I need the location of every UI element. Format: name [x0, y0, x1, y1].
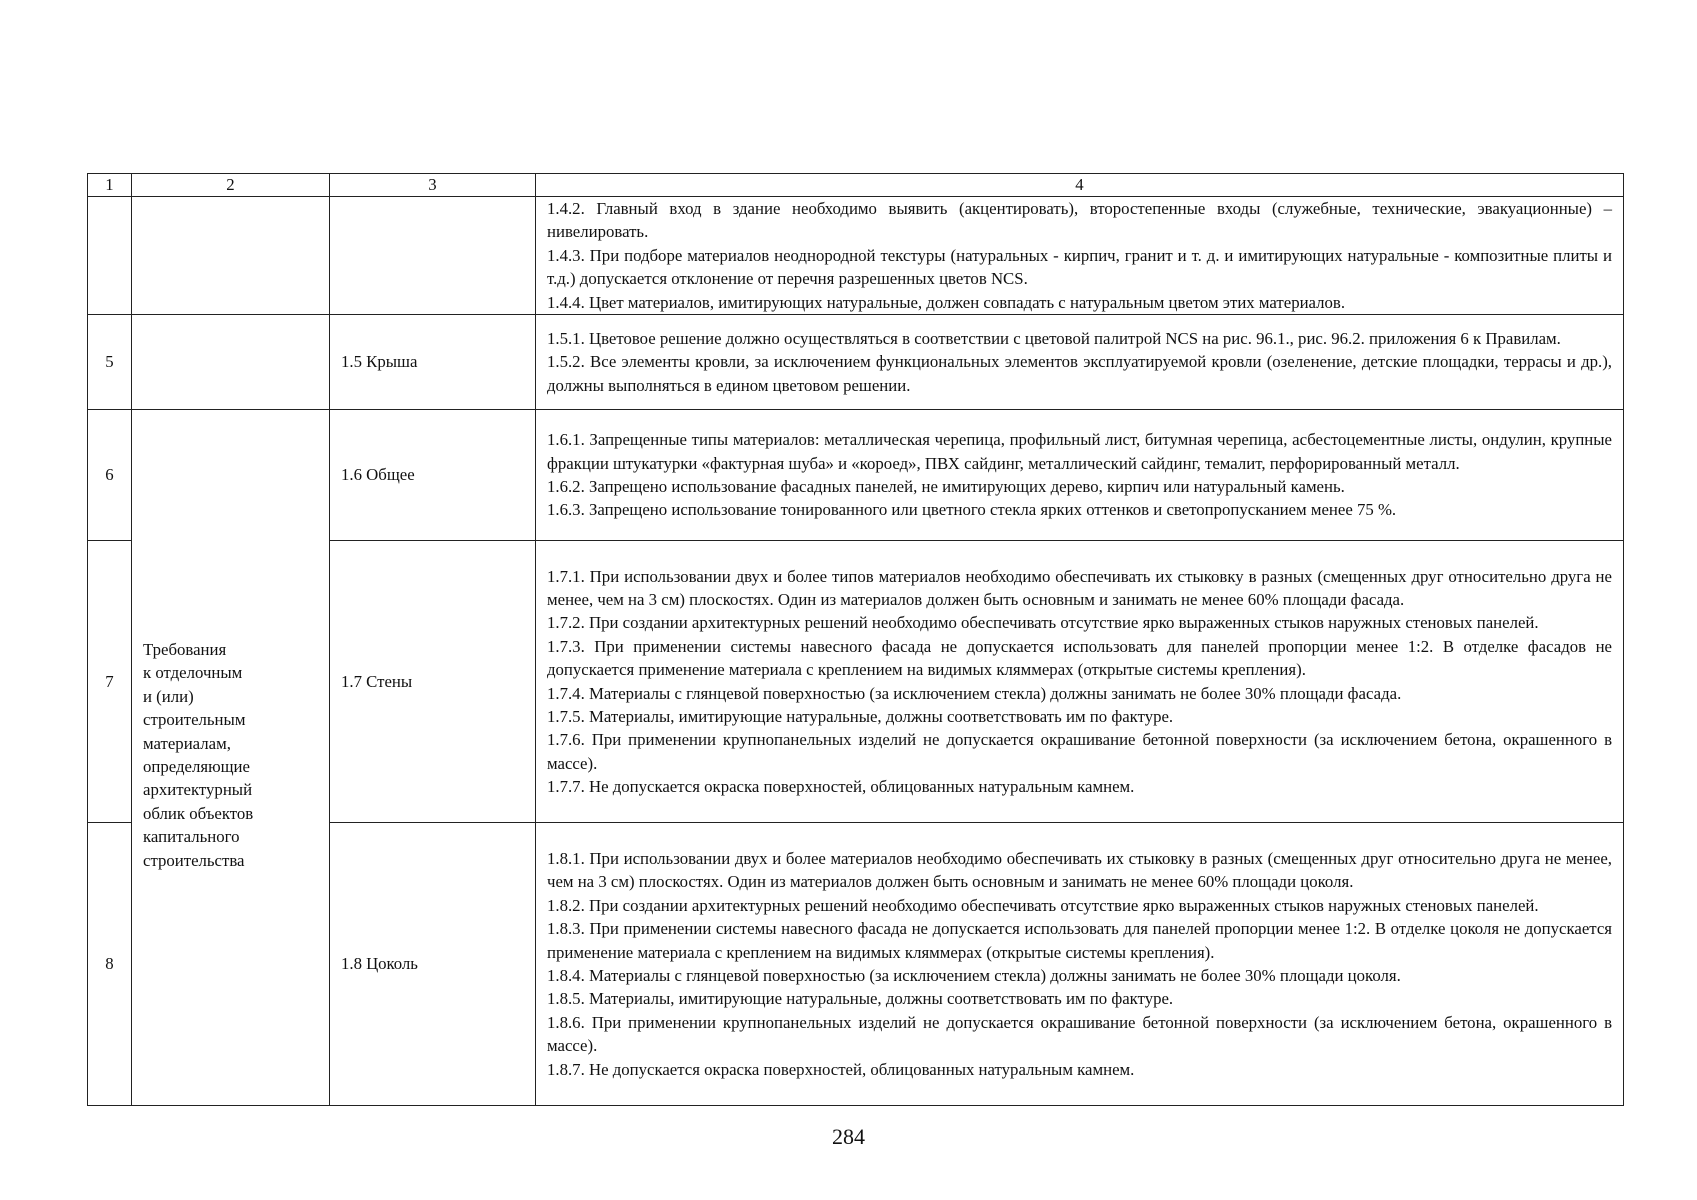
group-line: материалам,: [143, 733, 231, 753]
section-name: [330, 197, 536, 315]
group-line: архитектурный: [143, 780, 253, 800]
group-line: облик объектов: [143, 803, 254, 823]
group-line: строительства: [143, 850, 245, 870]
requirement-paragraph: 1.7.4. Материалы с глянцевой поверхностью (за исключением стекла) должны занимать не более 30% площади фасада.: [547, 683, 1402, 703]
requirement-paragraph: 1.7.7. Не допускается окраска поверхностей, облицованных натуральным камнем.: [547, 777, 1135, 797]
requirements-table: [87, 173, 1624, 1106]
requirement-paragraph: 1.8.3. При применении системы навесного фасада не допускается использовать для панелей пропорции менее 1:2. В отделке цоколя не допускается применение материала с креплением на видимых кляммерах (открытые системы крепления).: [547, 919, 1612, 962]
column-number-2: 2: [132, 174, 330, 197]
group-line: Требования: [143, 640, 227, 660]
requirement-paragraph: 1.8.2. При создании архитектурных решений необходимо обеспечивать отсутствие ярко выраженных стыков наружных стеновых панелей.: [547, 895, 1539, 915]
requirement-paragraph: 1.8.5. Материалы, имитирующие натуральные, должны соответствовать им по фактуре.: [547, 989, 1174, 1009]
group-line: и (или): [143, 686, 194, 706]
requirement-paragraph: 1.8.7. Не допускается окраска поверхностей, облицованных натуральным камнем.: [547, 1059, 1135, 1079]
requirement-paragraph: 1.5.1. Цветовое решение должно осуществляться в соответствии с цветовой палитрой NCS на рис. 96.1., рис. 96.2. приложения 6 к Правилам.: [547, 328, 1561, 348]
group-line: к отделочным: [143, 663, 243, 683]
requirement-paragraph: 1.6.3. Запрещено использование тонированного или цветного стекла ярких оттенков и светопропусканием менее 75 %.: [547, 500, 1397, 520]
table-row: [88, 197, 1624, 315]
requirement-paragraph: 1.4.2. Главный вход в здание необходимо выявить (акцентировать), второстепенные входы (служебные, технические, эвакуационные) – нивелировать.: [547, 199, 1612, 242]
requirement-paragraph: 1.8.6. При применении крупнопанельных изделий не допускается окрашивание бетонной поверхности (за исключением бетона, окрашенного в массе).: [547, 1012, 1612, 1056]
section-name: 1.5 Крыша: [330, 315, 536, 410]
requirement-paragraph: 1.7.1. При использовании двух и более типов материалов необходимо обеспечивать их стыковку в разных (смещенных друг относительно друга не менее, чем на 3 см) плоскостях. Один из материалов должен быть основным и занимать не менее 60% площади фасада.: [547, 566, 1612, 609]
section-name: 1.6 Общее: [330, 410, 536, 541]
row-number: 6: [88, 410, 132, 541]
requirements-cell: [536, 197, 1624, 315]
empty-cell: [132, 315, 330, 410]
requirement-paragraph: 1.4.3. При подборе материалов неоднородной текстуры (натуральных - кирпич, гранит и т. д. и имитирующих натуральные - композитные плиты и т.д.) допускается отклонение от перечня разрешенных цветов NCS.: [547, 245, 1612, 289]
requirement-group-cell: [132, 410, 330, 1106]
requirements-cell: [536, 315, 1624, 410]
group-line: определяющие: [143, 757, 250, 777]
requirement-paragraph: 1.7.3. При применении системы навесного фасада не допускается использовать для панелей пропорции менее 1:2. В отделке фасадов не допускается применение материала с креплением на видимых кляммерах (открытые системы крепления).: [547, 636, 1612, 680]
section-name: 1.7 Стены: [330, 541, 536, 823]
table-row: [88, 410, 1624, 541]
column-number-row: [88, 174, 1624, 197]
section-name: 1.8 Цоколь: [330, 823, 536, 1106]
requirement-paragraph: 1.8.4. Материалы с глянцевой поверхностью (за исключением стекла) должны занимать не более 30% площади цоколя.: [547, 966, 1401, 986]
requirement-paragraph: 1.6.1. Запрещенные типы материалов: металлическая черепица, профильный лист, битумная черепица, асбестоцементные листы, ондулин, крупные фракции штукатурки «фактурная шуба» и «короед», ПВХ сайдинг, металлический сайдинг, темалит, перфорированный металл.: [547, 430, 1612, 473]
requirements-cell: [536, 823, 1624, 1106]
column-number-1: 1: [88, 174, 132, 197]
requirement-paragraph: 1.4.4. Цвет материалов, имитирующих натуральные, должен совпадать с натуральным цветом этих материалов.: [547, 292, 1346, 312]
group-line: капитального: [143, 827, 240, 847]
column-number-3: 3: [330, 174, 536, 197]
requirement-paragraph: 1.7.5. Материалы, имитирующие натуральные, должны соответствовать им по фактуре.: [547, 706, 1174, 726]
requirements-cell: [536, 541, 1624, 823]
group-line: строительным: [143, 710, 246, 730]
column-number-4: 4: [536, 174, 1624, 197]
page-number: 284: [832, 1124, 865, 1149]
row-number: 7: [88, 541, 132, 823]
requirement-paragraph: 1.6.2. Запрещено использование фасадных панелей, не имитирующих дерево, кирпич или натуральный камень.: [547, 477, 1345, 497]
row-number: 8: [88, 823, 132, 1106]
requirement-paragraph: 1.8.1. При использовании двух и более материалов необходимо обеспечивать их стыковку в разных (смещенных друг относительно друга не менее, чем на 3 см) плоскостях. Один из материалов должен быть основным и занимать не менее 60% площади цоколя.: [547, 849, 1612, 892]
row-number: 5: [88, 315, 132, 410]
row-number: [88, 197, 132, 315]
requirement-paragraph: 1.7.6. При применении крупнопанельных изделий не допускается окрашивание бетонной поверхности (за исключением бетона, окрашенного в массе).: [547, 730, 1612, 773]
continuation-cell: [132, 197, 330, 315]
requirements-cell: [536, 410, 1624, 541]
requirement-paragraph: 1.7.2. При создании архитектурных решений необходимо обеспечивать отсутствие ярко выраженных стыков наружных стеновых панелей.: [547, 613, 1539, 633]
requirement-paragraph: 1.5.2. Все элементы кровли, за исключением функциональных элементов эксплуатируемой кровли (озеленение, детские площадки, террасы и др.), должны выполняться в едином цветовом решении.: [547, 352, 1612, 395]
table-row: [88, 315, 1624, 410]
